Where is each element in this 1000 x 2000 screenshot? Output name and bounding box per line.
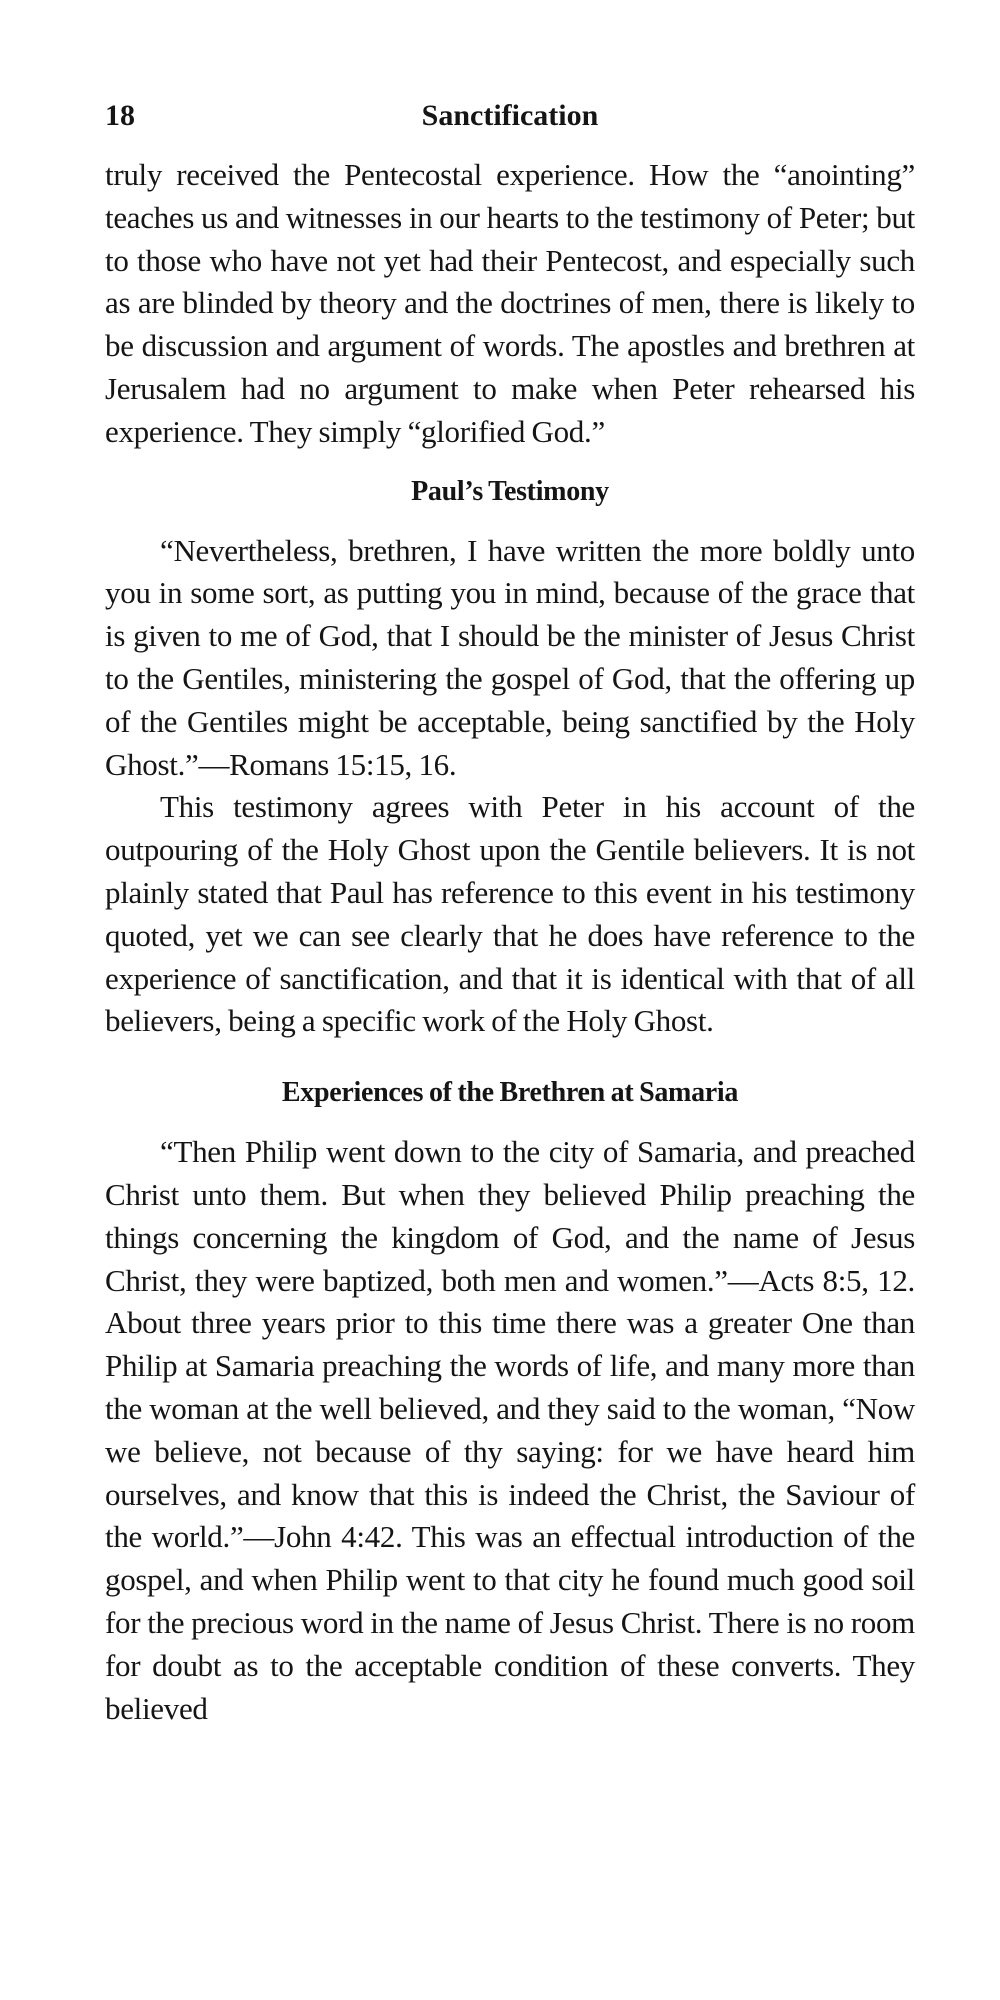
running-head (105, 92, 915, 140)
paragraph-testimony-agrees: This testimony agrees with Peter in his account of the outpouring of the Holy Ghost upon the Gentile believers. It is not plainly stated that Paul has reference to this event in his testimony quoted, yet we can see clearly that he does have reference to the experience of sanctification, and that it is identical with that of all believers, being a specific work of the Holy Ghost. (105, 789, 915, 1039)
book-page (105, 92, 915, 1730)
heading-pauls-testimony: Paul’s Testimony (411, 475, 609, 507)
running-title: Sanctification (421, 99, 599, 132)
page-number: 18 (105, 99, 135, 132)
paragraph-philip-samaria: “Then Philip went down to the city of Samaria, and preached Christ unto them. But when they believed Philip preaching the things concerning the kingdom of God, and the name of Jesus Christ, they were baptized, both men and women.”—Acts 8:5, 12. About three years prior to this time there was a greater One than Philip at Samaria preaching the words of life, and many more than the woman at the well believed, and they said to the woman, “Now we believe, not because of thy saying: for we have heard him ourselves, and know that this is indeed the Christ, the Saviour of the world.”—John 4:42. This was an effectual introduction of the gospel, and when Philip went to that city he found much good soil for the precious word in the name of Jesus Christ. There is no room for doubt as to the acceptable condition of these converts. They believed (105, 1134, 915, 1726)
body-text (105, 154, 915, 1730)
heading-samaria: Experiences of the Brethren at Samaria (281, 1077, 739, 1109)
paragraph-romans-quote: “Nevertheless, brethren, I have written the more boldly unto you in some sort, as putting you in mind, because of the grace that is given to me of God, that I should be the minister of Jesus Christ to the Gentiles, ministering the gospel of God, that the offering up of the Gentiles might be acceptable, being sanctified by the Holy Ghost.”—Romans 15:15, 16. (105, 532, 915, 782)
paragraph-pentecost: truly received the Pentecostal experience. How the “anointing” teaches us and witnesses in our hearts to the testimony of Peter; but to those who have not yet had their Pentecost, and especially such as are blinded by theory and the doctrines of men, there is likely to be discussion and argument of words. The apostles and brethren at Jerusalem had no argument to make when Peter rehearsed his experience. They simply “glorified God.” (105, 157, 915, 449)
